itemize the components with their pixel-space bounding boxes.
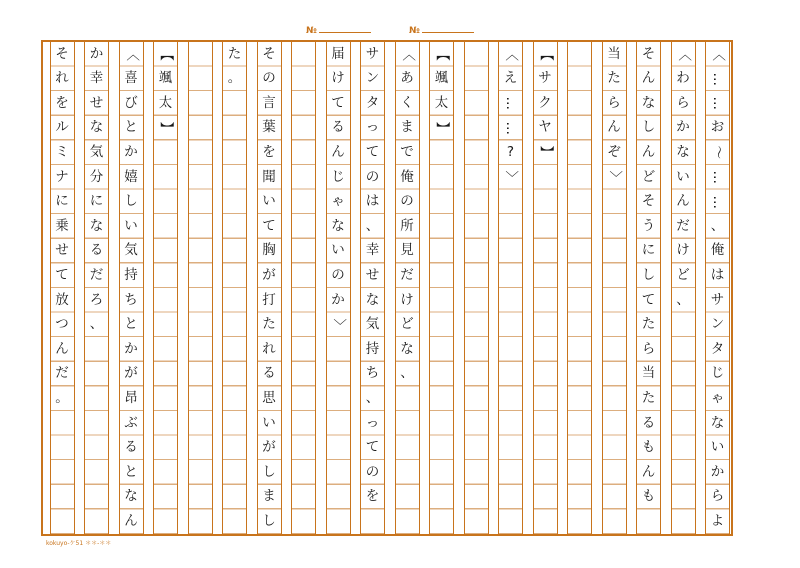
character-cell: 放 — [55, 291, 69, 308]
character-cell: 気 — [89, 143, 104, 160]
character-cell: 、 — [365, 217, 380, 234]
character-cell: じ — [331, 168, 345, 185]
manuscript-column — [360, 42, 385, 534]
number-blank-line — [422, 26, 474, 33]
character-cell: の — [365, 168, 380, 185]
character-cell: サ — [538, 70, 552, 87]
manuscript-column — [671, 42, 696, 534]
character-cell: ナ — [55, 168, 69, 185]
character-cell: な — [89, 217, 104, 234]
character-cell: を — [55, 94, 69, 111]
character-cell: ら — [710, 488, 725, 505]
character-cell: 〈 — [123, 47, 140, 62]
manuscript-column — [602, 42, 627, 534]
character-cell: い — [124, 217, 138, 234]
character-cell: … — [710, 170, 727, 185]
character-cell: 颯 — [434, 70, 449, 87]
character-cell: に — [89, 193, 104, 210]
character-cell: ど — [641, 168, 656, 185]
character-cell: ん — [55, 340, 69, 357]
character-cell: サ — [710, 291, 725, 308]
character-cell: だ — [676, 217, 690, 234]
character-cell: な — [365, 291, 380, 308]
manuscript-column — [222, 42, 247, 534]
manuscript-column — [705, 42, 730, 534]
character-cell: な — [89, 119, 104, 136]
character-cell: な — [641, 94, 656, 111]
character-cell: ん — [124, 512, 138, 529]
character-cell: る — [262, 365, 276, 382]
character-cell: 届 — [331, 45, 345, 62]
character-cell: ヤ — [538, 119, 552, 136]
number-label: № — [306, 26, 317, 36]
character-cell: 】 — [537, 145, 554, 160]
character-cell: 【 — [537, 47, 554, 62]
manuscript-column — [636, 42, 661, 534]
character-cell: ル — [55, 119, 69, 136]
character-cell: る — [641, 414, 656, 431]
character-cell: て — [55, 266, 69, 283]
character-cell: が — [124, 365, 138, 382]
character-cell: 言 — [262, 94, 276, 111]
manuscript-column — [533, 42, 558, 534]
character-cell: で — [400, 143, 414, 160]
character-cell: う — [641, 217, 656, 234]
column-text — [189, 42, 190, 43]
character-cell: 〉 — [503, 170, 520, 185]
column-text — [465, 42, 466, 43]
character-cell: っ — [365, 414, 380, 431]
character-cell: タ — [365, 94, 380, 111]
character-cell: ぞ — [607, 143, 621, 160]
character-cell: 昂 — [124, 389, 138, 406]
character-cell: 、 — [89, 316, 104, 333]
character-cell: 当 — [641, 365, 656, 382]
character-cell: く — [400, 94, 414, 111]
page-number-field-2 — [409, 26, 474, 36]
character-cell: 持 — [124, 266, 138, 283]
character-cell: ミ — [55, 143, 69, 160]
character-cell: し — [262, 463, 276, 480]
character-cell: ? — [506, 143, 515, 160]
character-cell: い — [676, 168, 690, 185]
character-cell: あ — [400, 70, 414, 87]
character-cell: 〈 — [399, 47, 416, 62]
character-cell: な — [331, 217, 345, 234]
character-cell: せ — [55, 242, 69, 259]
character-cell: だ — [400, 266, 414, 283]
character-cell: し — [641, 266, 656, 283]
character-cell: ら — [676, 94, 690, 111]
column-text — [568, 42, 569, 43]
character-cell: た — [641, 316, 656, 333]
character-cell: 〜 — [710, 145, 727, 160]
character-cell: ん — [641, 463, 656, 480]
manuscript-column — [567, 42, 592, 534]
character-cell: 太 — [158, 94, 173, 111]
character-cell: か — [124, 143, 138, 160]
character-cell: な — [676, 143, 690, 160]
character-cell: 分 — [89, 168, 104, 185]
character-cell: ま — [262, 488, 276, 505]
character-cell: だ — [89, 266, 104, 283]
manuscript-column — [153, 42, 178, 534]
page-number-field-1 — [306, 26, 371, 36]
character-cell: せ — [89, 94, 104, 111]
number-label: № — [409, 26, 420, 36]
character-cell: … — [710, 195, 727, 209]
character-cell: る — [124, 439, 138, 456]
manuscript-column — [50, 42, 75, 534]
character-cell: い — [710, 439, 725, 456]
character-cell: け — [400, 291, 414, 308]
character-cell: し — [641, 119, 656, 136]
character-cell: と — [124, 463, 138, 480]
character-cell: 、 — [710, 217, 725, 234]
character-cell: な — [124, 488, 138, 505]
manuscript-column — [326, 42, 351, 534]
manuscript-column — [429, 42, 454, 534]
character-cell: 俺 — [400, 168, 414, 185]
character-cell: 所 — [400, 217, 414, 234]
character-cell: に — [55, 193, 69, 210]
manuscript-paper — [41, 40, 733, 536]
character-cell: ど — [676, 266, 690, 283]
character-cell: て — [365, 143, 380, 160]
character-cell: ク — [538, 94, 552, 111]
character-cell: 胸 — [262, 242, 276, 259]
character-cell: か — [710, 463, 725, 480]
character-cell: 〈 — [503, 47, 520, 62]
character-cell: タ — [710, 340, 725, 357]
character-cell: 、 — [676, 291, 690, 308]
manuscript-column — [119, 42, 144, 534]
character-cell: 気 — [365, 316, 380, 333]
character-cell: え — [503, 70, 518, 87]
character-cell: 喜 — [124, 70, 138, 87]
character-cell: ど — [400, 316, 414, 333]
character-cell: … — [710, 72, 727, 86]
character-cell: と — [124, 119, 138, 136]
character-cell: ン — [365, 70, 380, 87]
character-cell: 打 — [262, 291, 276, 308]
character-cell: 幸 — [89, 70, 104, 87]
character-cell: て — [641, 291, 656, 308]
character-cell: の — [365, 463, 380, 480]
character-cell: た — [641, 389, 656, 406]
character-cell: ぶ — [124, 414, 138, 431]
character-cell: も — [641, 439, 656, 456]
character-cell: ゃ — [331, 193, 345, 210]
character-cell: け — [331, 70, 345, 87]
character-cell: 聞 — [262, 168, 276, 185]
character-cell: 、 — [365, 389, 380, 406]
character-cell: 〉 — [606, 170, 623, 185]
character-cell: 颯 — [158, 70, 173, 87]
character-cell: 。 — [227, 70, 242, 87]
character-cell: て — [331, 94, 345, 111]
character-cell: が — [262, 439, 276, 456]
manuscript-column — [498, 42, 523, 534]
column-text — [292, 42, 293, 43]
character-cell: て — [262, 217, 276, 234]
character-cell: れ — [55, 70, 69, 87]
character-cell: ん — [641, 70, 656, 87]
character-cell: に — [641, 242, 656, 259]
number-blank-line — [319, 26, 371, 33]
manuscript-column — [188, 42, 213, 534]
paper-footer: kokuyo-ケ51 ＊＊-＊＊ — [46, 540, 112, 547]
character-cell: の — [331, 266, 345, 283]
character-cell: ま — [400, 119, 414, 136]
manuscript-column — [464, 42, 489, 534]
manuscript-column — [257, 42, 282, 534]
character-cell: 思 — [262, 389, 276, 406]
character-cell: ん — [641, 143, 656, 160]
character-cell: 】 — [434, 121, 451, 135]
character-cell: わ — [676, 70, 690, 87]
character-cell: た — [262, 316, 276, 333]
character-cell: そ — [641, 45, 656, 62]
character-cell: 【 — [434, 47, 451, 62]
character-cell: だ — [55, 365, 69, 382]
character-cell: て — [365, 439, 380, 456]
character-cell: か — [331, 291, 345, 308]
character-cell: か — [124, 340, 138, 357]
character-cell: し — [262, 512, 276, 529]
character-cell: は — [710, 266, 725, 283]
character-cell: 〈 — [675, 47, 692, 62]
character-cell: ん — [676, 193, 690, 210]
character-cell: 乗 — [55, 217, 69, 234]
character-cell: ら — [641, 340, 656, 357]
character-cell: せ — [365, 266, 380, 283]
character-cell: ん — [607, 119, 621, 136]
character-cell: 【 — [158, 47, 175, 62]
character-cell: も — [641, 488, 656, 505]
character-cell: ん — [331, 143, 345, 160]
character-cell: が — [262, 266, 276, 283]
character-cell: 〉 — [330, 318, 347, 332]
manuscript-column — [395, 42, 420, 534]
character-cell: の — [400, 193, 414, 210]
character-cell: 嬉 — [124, 168, 138, 185]
character-cell: を — [262, 143, 276, 160]
character-cell: び — [124, 94, 138, 111]
manuscript-column — [291, 42, 316, 534]
character-cell: な — [400, 340, 414, 357]
character-cell: 太 — [434, 94, 449, 111]
character-cell: 見 — [400, 242, 414, 259]
character-cell: お — [710, 119, 725, 136]
character-cell: い — [262, 414, 276, 431]
character-cell: ン — [710, 316, 725, 333]
character-cell: の — [262, 70, 276, 87]
character-cell: は — [365, 193, 380, 210]
character-cell: 当 — [607, 45, 621, 62]
character-cell: そ — [55, 45, 69, 62]
character-cell: 持 — [365, 340, 380, 357]
character-cell: そ — [262, 45, 276, 62]
character-cell: い — [262, 193, 276, 210]
character-cell: … — [503, 121, 520, 135]
character-cell: じ — [710, 365, 725, 382]
character-cell: ち — [124, 291, 138, 308]
character-cell: な — [710, 414, 725, 431]
character-cell: ゃ — [710, 389, 725, 406]
character-cell: を — [365, 488, 380, 505]
character-cell: つ — [55, 316, 69, 333]
character-cell: 幸 — [365, 242, 380, 259]
character-cell: と — [124, 316, 138, 333]
character-cell: … — [503, 96, 520, 111]
character-cell: サ — [365, 45, 380, 62]
character-cell: っ — [365, 119, 380, 136]
character-cell: し — [124, 193, 138, 210]
character-cell: 気 — [124, 242, 138, 259]
character-cell: 葉 — [262, 119, 276, 136]
character-cell: 俺 — [710, 242, 725, 259]
character-cell: 〈 — [710, 47, 727, 62]
character-cell: ろ — [89, 291, 104, 308]
character-cell: い — [331, 242, 345, 259]
character-cell: … — [710, 96, 727, 111]
character-cell: れ — [262, 340, 276, 357]
character-cell: よ — [710, 512, 725, 529]
character-cell: か — [676, 119, 690, 136]
character-cell: か — [89, 45, 104, 62]
character-cell: ち — [365, 365, 380, 382]
character-cell: 、 — [400, 365, 414, 382]
character-cell: ら — [607, 94, 621, 111]
character-cell: た — [227, 45, 242, 62]
character-cell: 】 — [158, 121, 175, 135]
character-cell: る — [89, 242, 104, 259]
character-cell: た — [607, 70, 621, 87]
manuscript-column — [84, 42, 109, 534]
character-cell: そ — [641, 193, 656, 210]
character-cell: る — [331, 119, 345, 136]
character-cell: 。 — [55, 389, 69, 406]
character-cell: け — [676, 242, 690, 259]
